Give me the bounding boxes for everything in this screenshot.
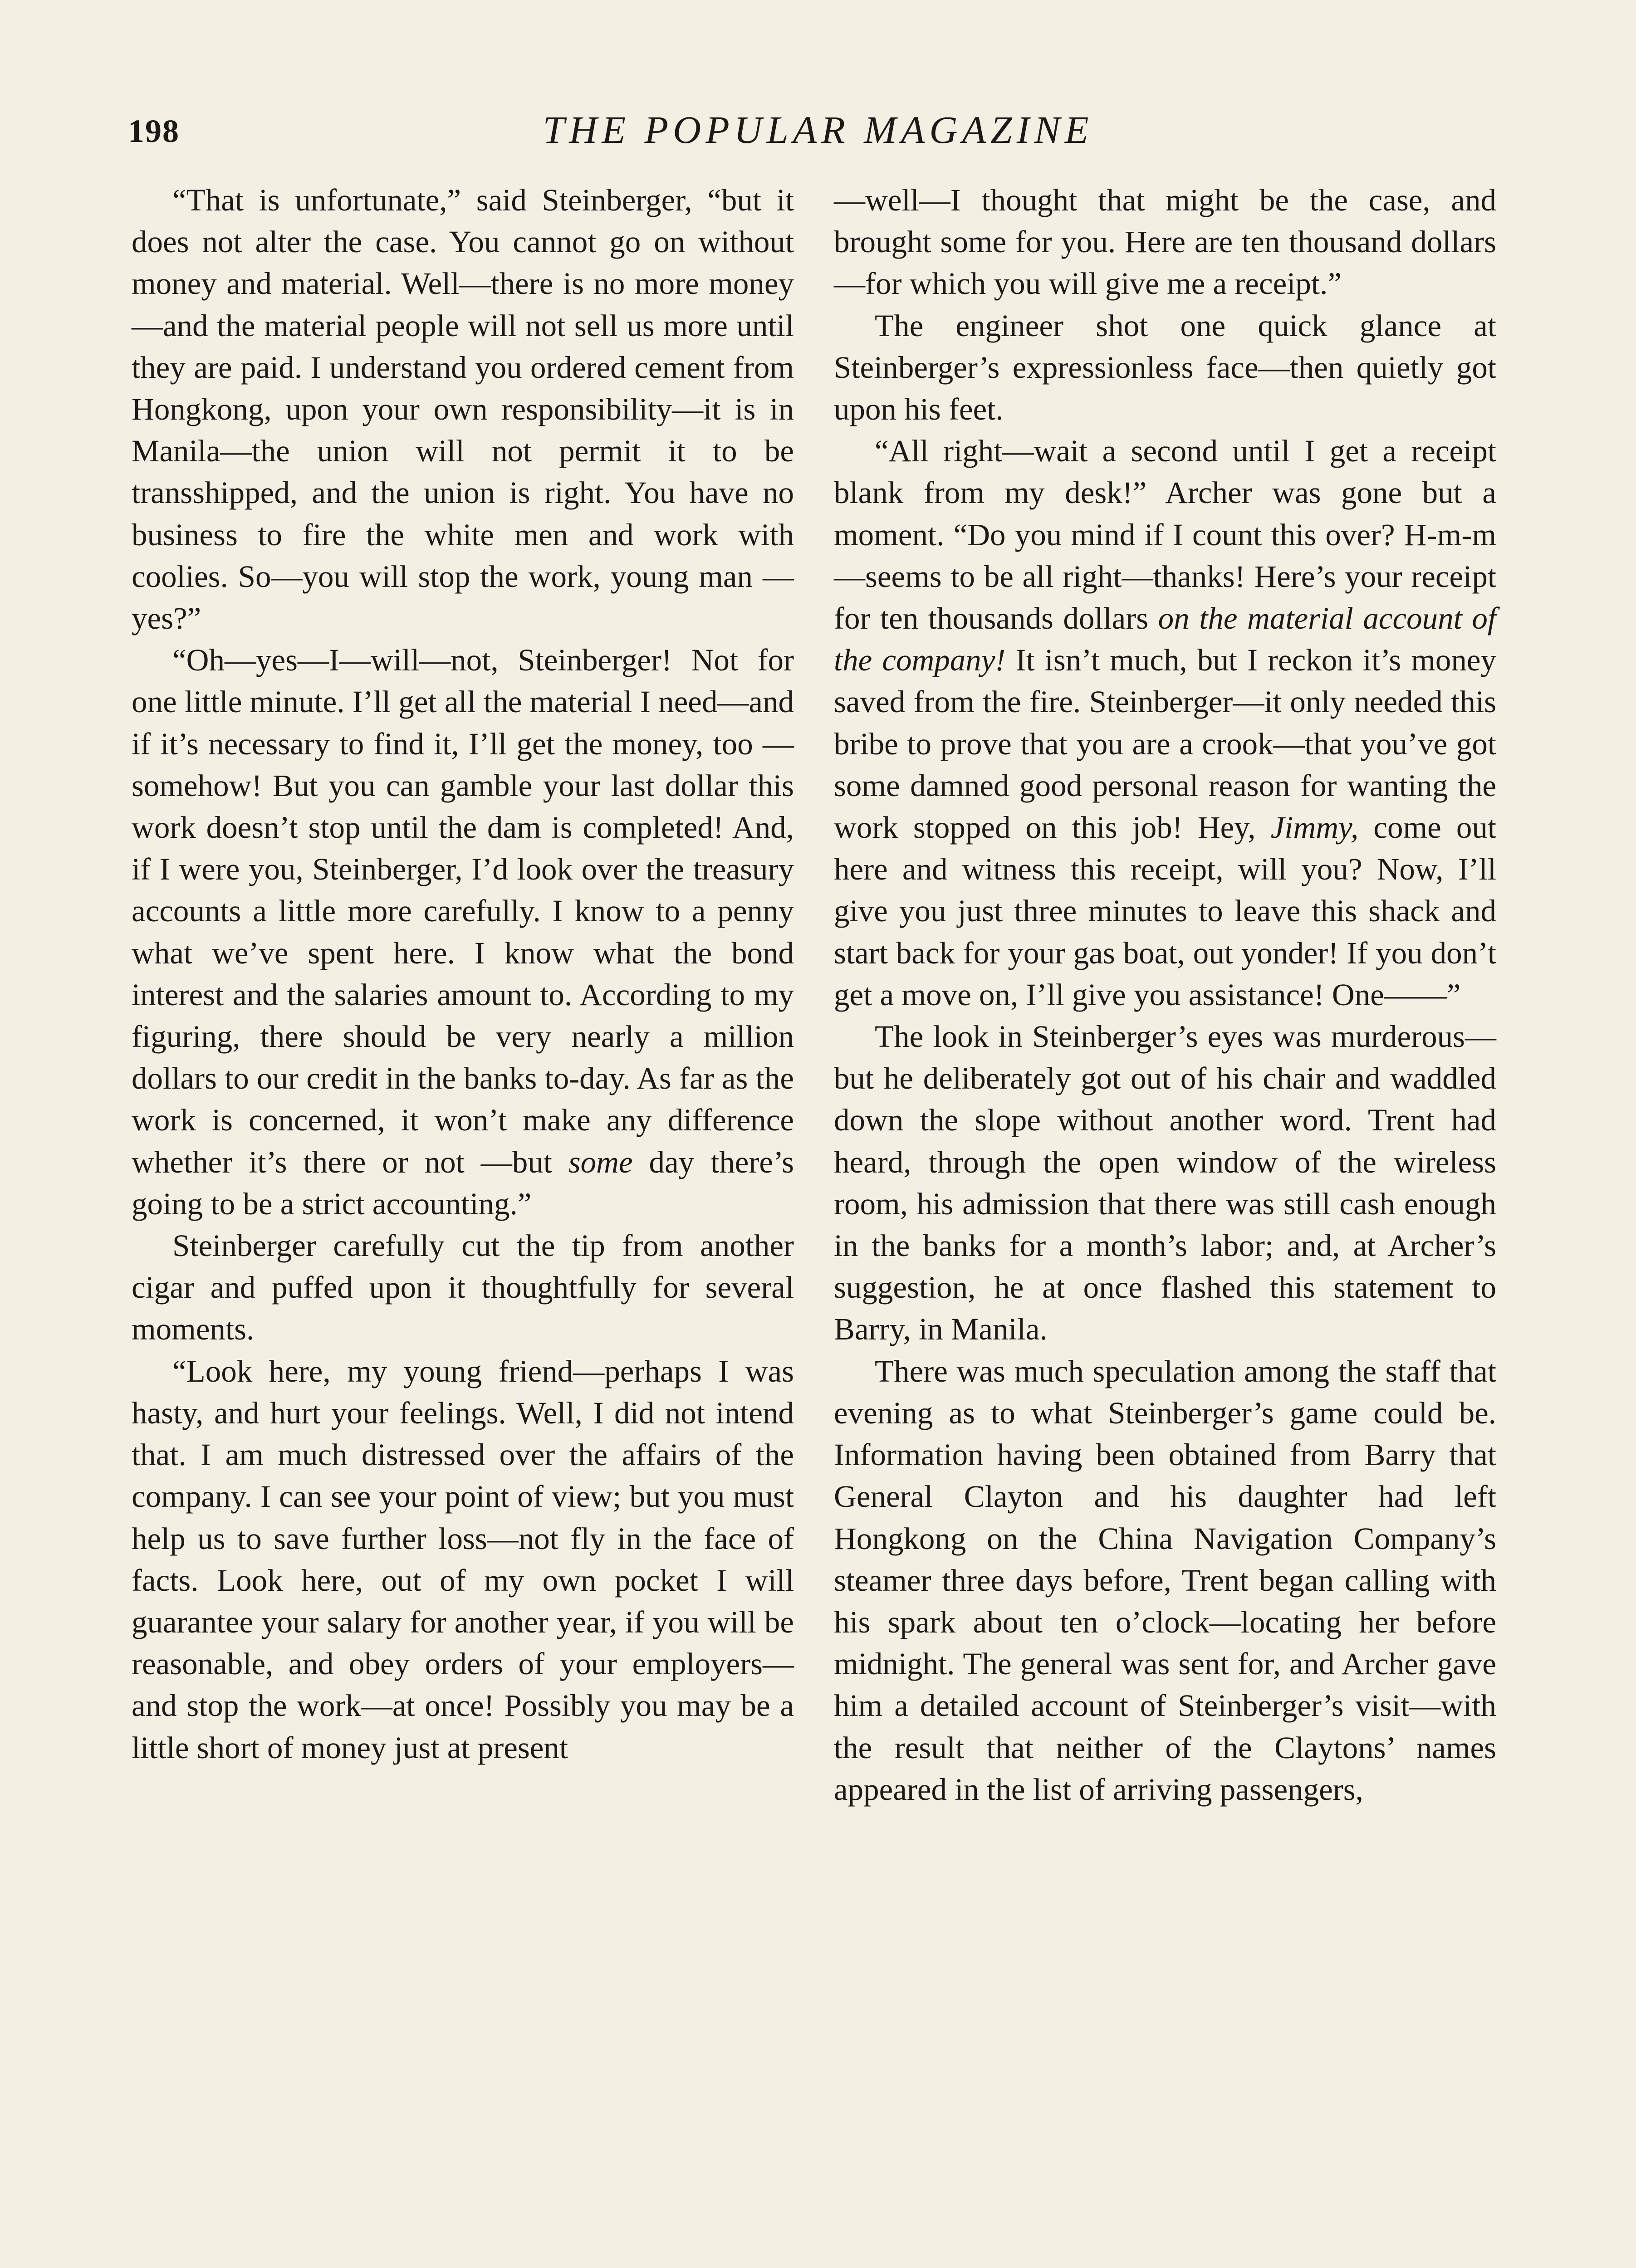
paragraph: There was much speculation among the staff that evening as to what Steinberger’s game could be. Information having been obtained from Barry that General Clayton and his daughter had left Hongkong on the China Navigation Company’s steamer three days before, Trent began calling with his spark about ten o’clock—locating her before midnight. The general was sent for, and Archer gave him a detailed account of Steinberger’s visit—with the result that neither of the Claytons’ names appeared in the list of arriving passengers, [834, 1354, 1496, 1807]
paragraph [834, 430, 1496, 1016]
paragraph: “That is unfortunate,” said Steinberger, “but it does not alter the case. You cannot go on without money and material. Well—there is no more money —and the material people will not sell us more until they are paid. I understand you ordered cement from Hongkong, upon your own responsibility—it is in Manila—the union will not permit it to be transshipped, and the union is right. You have no business to fire the white men and work with coolies. So—you will stop the work, young man —yes?” [132, 183, 794, 636]
emphasis-text: on the material account of the company! [834, 601, 1496, 678]
paragraph: The look in Steinberger’s eyes was murderous—but he deliberately got out of his chair and waddled down the slope without another word. Trent had heard, through the open window of the wireless room, his admission that there was still cash enough in the banks for a month’s labor; and, at Archer’s suggestion, he at once flashed this statement to Barry, in Manila. [834, 1019, 1496, 1347]
emphasis-name: Jimmy, [1270, 810, 1359, 845]
page-number: 198 [128, 113, 180, 149]
paragraph-text: come out here and witness this receipt, will you? Now, I’ll give you just three minutes to leave this shack and start back for your gas boat, out yonder! If you don’t get a move on, I’ll give you assistance! One——” [834, 810, 1497, 1012]
paragraph-text: It isn’t much, but I reckon it’s money saved from the fire. Steinberger—it only needed this bribe to prove that you are a crook—that you’ve got some damned good personal reason for wanting the work stopped on this job! Hey, [834, 643, 1497, 845]
paragraph [132, 639, 794, 1225]
emphasis-text: some [568, 1144, 633, 1179]
paragraph: —well—I thought that might be the case, and brought some for you. Here are ten thousand dollars—for which you will give me a receipt.” [834, 183, 1496, 301]
right-column [834, 179, 1496, 1810]
paragraph: “Look here, my young friend—perhaps I was hasty, and hurt your feelings. Well, I did not intend that. I am much distressed over the affairs of the company. I can see your point of view; but you must help us to save further loss—not fly in the face of facts. Look here, out of my own pocket I will guarantee your salary for another year, if you will be reasonable, and obey orders of your employers—and stop the work—at once! Possibly you may be a little short of money just at present [132, 1354, 794, 1765]
paragraph: Steinberger carefully cut the tip from another cigar and puffed upon it thoughtfully for several moments. [132, 1228, 794, 1347]
paragraph-text: “All right—wait a second until I get a receipt blank from my desk!” Archer was gone but a moment. “Do you mind if I count this over? H-m-m—seems to be all right—thanks! Here’s your receipt for ten thousands dollars [834, 434, 1496, 636]
paragraph: The engineer shot one quick glance at Steinberger’s expressionless face—then quietly got upon his feet. [834, 308, 1496, 427]
paragraph-text: day there’s going to be a strict accounting.” [132, 1144, 794, 1221]
paragraph-text: “Oh—yes—I—will—not, Steinberger! Not for one little minute. I’ll get all the material I need—and if it’s necessary to find it, I’ll get the money, too —somehow! But you can gamble your last dollar this work doesn’t stop until the dam is completed! And, if I were you, Steinberger, I’d look over the treasury accounts a little more carefully. I know to a penny what we’ve spent here. I know what the bond interest and the salaries amount to. According to my figuring, there should be very nearly a million dollars to our credit in the banks to-day. As far as the work is concerned, it won’t make any difference whether it’s there or not —but [132, 643, 794, 1179]
running-head: THE POPULAR MAGAZINE [543, 108, 1093, 152]
left-column [132, 179, 794, 1769]
